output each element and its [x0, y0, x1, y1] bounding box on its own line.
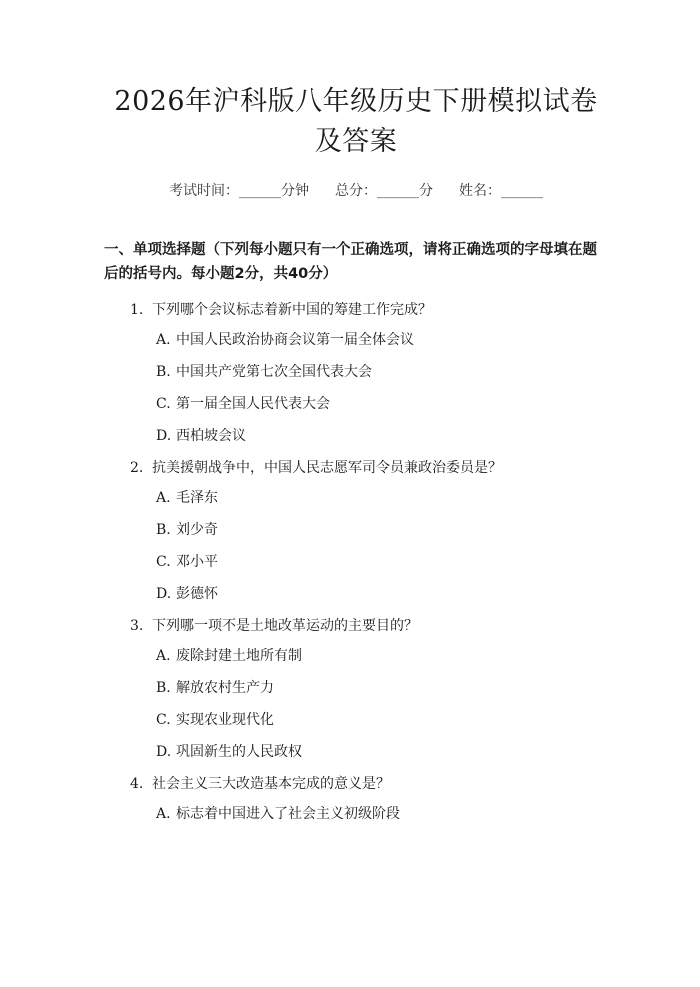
question-number: 4.	[130, 776, 144, 792]
question-text: 抗美援朝战争中，中国人民志愿军司令员兼政治委员是？	[152, 460, 502, 476]
option-d	[156, 426, 608, 446]
option-c	[156, 552, 608, 572]
option-label: B.	[156, 364, 171, 380]
question-text: 下列哪一项不是土地改革运动的主要目的？	[152, 618, 418, 634]
option-label: A.	[156, 648, 171, 664]
option-text: 彭德怀	[176, 586, 218, 602]
option-text: 实现农业现代化	[176, 712, 274, 728]
question-list	[104, 300, 608, 824]
option-d	[156, 742, 608, 762]
option-label: B.	[156, 680, 171, 696]
question-number: 2.	[130, 460, 144, 476]
option-d	[156, 584, 608, 604]
exam-meta	[104, 180, 608, 200]
option-label: C.	[156, 712, 171, 728]
question-text: 下列哪个会议标志着新中国的筹建工作完成？	[152, 302, 432, 318]
option-text: 巩固新生的人民政权	[176, 744, 302, 760]
question-2-options	[104, 488, 608, 604]
option-a	[156, 804, 608, 824]
option-text: 中国共产党第七次全国代表大会	[176, 364, 372, 380]
question-number: 3.	[130, 618, 144, 634]
question-3	[104, 616, 608, 636]
option-label: C.	[156, 554, 171, 570]
question-1	[104, 300, 608, 320]
option-label: D.	[156, 744, 172, 760]
exam-time-field: 考试时间：______分钟	[169, 183, 309, 199]
option-a	[156, 330, 608, 350]
option-b	[156, 678, 608, 698]
question-4-options	[104, 804, 608, 824]
option-a	[156, 488, 608, 508]
option-c	[156, 710, 608, 730]
question-2	[104, 458, 608, 478]
option-b	[156, 362, 608, 382]
option-text: 废除封建土地所有制	[176, 648, 302, 664]
option-text: 毛泽东	[176, 490, 218, 506]
section-heading: 一、单项选择题（下列每小题只有一个正确选项，请将正确选项的字母填在题后的括号内。每小题2分，共40分）	[104, 242, 597, 282]
exam-page	[0, 82, 700, 987]
option-label: D.	[156, 428, 172, 444]
option-text: 西柏坡会议	[176, 428, 246, 444]
question-text: 社会主义三大改造基本完成的意义是？	[152, 776, 390, 792]
exam-title: 2026年沪科版八年级历史下册模拟试卷及答案	[114, 86, 598, 157]
option-b	[156, 520, 608, 540]
option-c	[156, 394, 608, 414]
option-label: D.	[156, 586, 172, 602]
option-label: B.	[156, 522, 171, 538]
question-4	[104, 774, 608, 794]
question-3-options	[104, 646, 608, 762]
option-text: 第一届全国人民代表大会	[176, 396, 330, 412]
student-name-field: 姓名：______	[459, 183, 543, 199]
total-score-field: 总分：______分	[335, 183, 433, 199]
option-label: C.	[156, 396, 171, 412]
question-1-options	[104, 330, 608, 446]
option-text: 标志着中国进入了社会主义初级阶段	[176, 806, 400, 822]
option-text: 中国人民政治协商会议第一届全体会议	[176, 332, 414, 348]
option-label: A.	[156, 806, 171, 822]
question-number: 1.	[130, 302, 144, 318]
option-label: A.	[156, 490, 171, 506]
option-text: 刘少奇	[176, 522, 218, 538]
option-label: A.	[156, 332, 171, 348]
option-text: 解放农村生产力	[176, 680, 274, 696]
option-text: 邓小平	[176, 554, 218, 570]
option-a	[156, 646, 608, 666]
